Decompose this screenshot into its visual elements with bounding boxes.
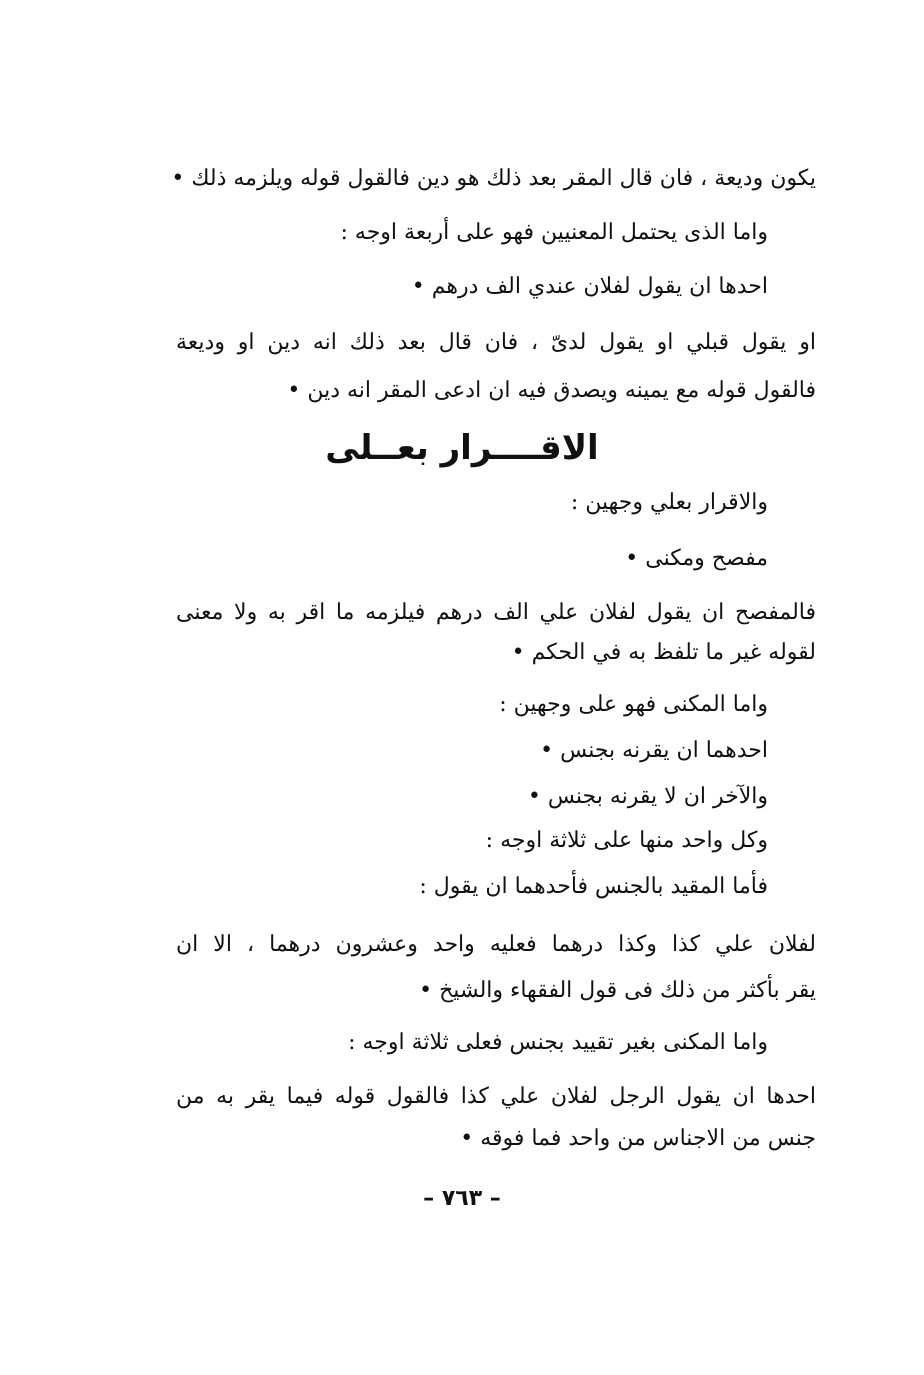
- paragraph-line: والآخر ان لا يقرنه بجنس •: [527, 784, 768, 809]
- paragraph-line: فالقول قوله مع يمينه ويصدق فيه ان ادعى المقر انه دين •: [287, 378, 816, 403]
- paragraph-line: لقوله غير ما تلفظ به في الحكم •: [511, 640, 816, 665]
- section-heading: الاقــــرار بعــلى: [325, 428, 599, 468]
- paragraph-line: يقر بأكثر من ذلك فى قول الفقهاء والشيخ •: [419, 978, 816, 1003]
- paragraph-line: مفصح ومكنى •: [625, 546, 768, 571]
- paragraph-line: احدها ان يقول الرجل لفلان علي كذا فالقول قوله فيما يقر به من: [176, 1084, 816, 1109]
- paragraph-line: وكل واحد منها على ثلاثة اوجه :: [485, 828, 768, 853]
- paragraph-line: لفلان علي كذا وكذا درهما فعليه واحد وعشرون درهما ، الا ان: [176, 932, 816, 957]
- paragraph-line: واما الذى يحتمل المعنيين فهو على أربعة اوجه :: [340, 220, 768, 245]
- paragraph-line: او يقول قبلي او يقول لدىّ ، فان قال بعد ذلك انه دين او وديعة: [176, 330, 816, 355]
- paragraph-line: والاقرار بعلي وجهين :: [570, 490, 768, 515]
- paragraph-line: يكون وديعة ، فان قال المقر بعد ذلك هو دين فالقول قوله ويلزمه ذلك •: [171, 166, 816, 191]
- paragraph-line: احدهما ان يقرنه بجنس •: [540, 738, 768, 763]
- page-number: – ٧٦٣ –: [423, 1186, 501, 1211]
- paragraph-line: احدها ان يقول لفلان عندي الف درهم •: [411, 274, 768, 299]
- paragraph-line: فالمفصح ان يقول لفلان علي الف درهم فيلزمه ما اقر به ولا معنى: [176, 600, 816, 625]
- paragraph-line: واما المكنى بغير تقييد بجنس فعلى ثلاثة اوجه :: [348, 1030, 768, 1055]
- paragraph-line: واما المكنى فهو على وجهين :: [499, 692, 768, 717]
- paragraph-line: فأما المقيد بالجنس فأحدهما ان يقول :: [419, 874, 768, 899]
- paragraph-line: جنس من الاجناس من واحد فما فوقه •: [460, 1126, 816, 1151]
